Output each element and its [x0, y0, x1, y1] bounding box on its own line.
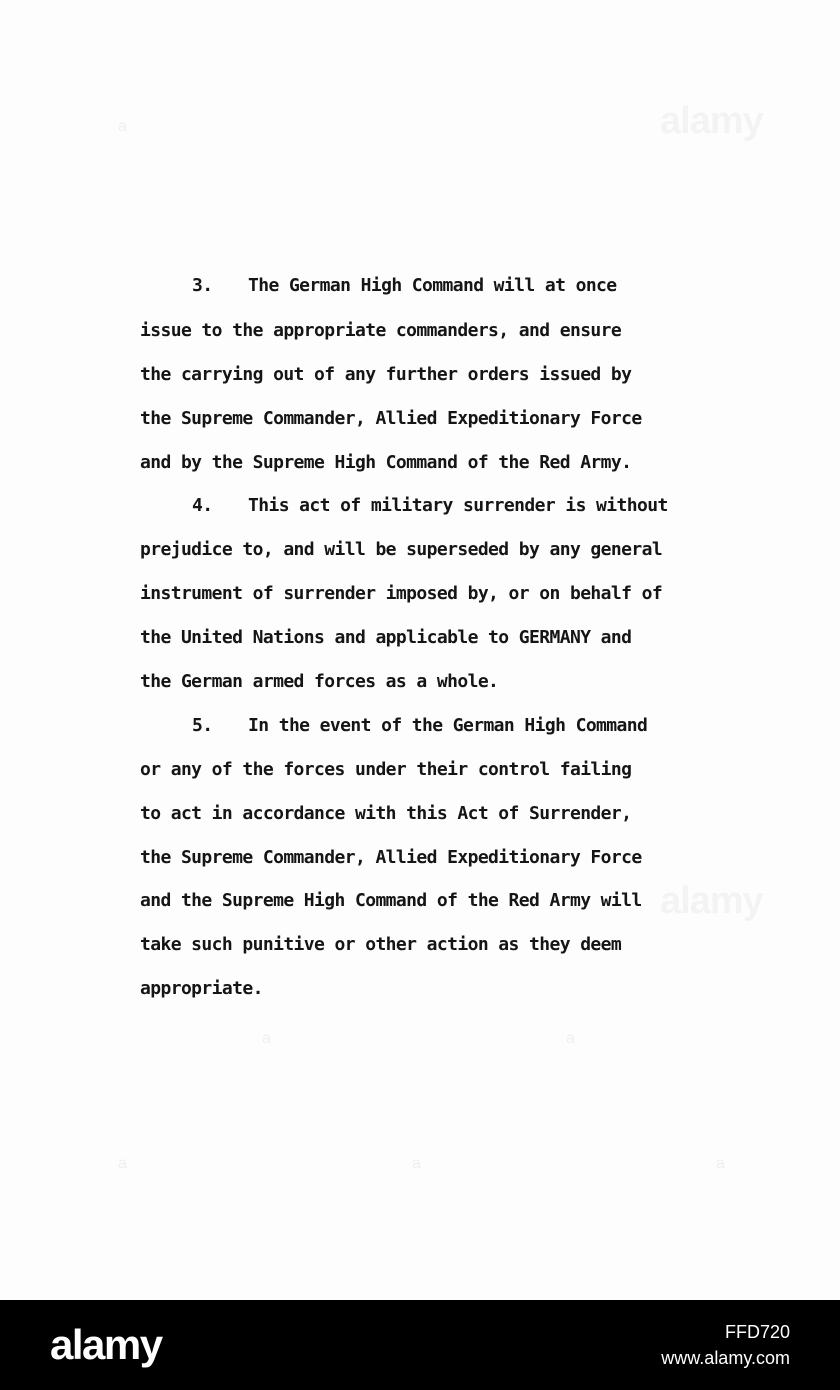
watermark-mark: a	[412, 1155, 421, 1172]
text-line: issue to the appropriate commanders, and ensure	[140, 320, 622, 341]
text-line: the Supreme Commander, Allied Expeditionary Force	[140, 847, 642, 868]
watermark-mark: a	[118, 1155, 127, 1172]
text-line: appropriate.	[140, 978, 263, 999]
watermark	[660, 880, 763, 923]
paragraph-first-line	[192, 711, 647, 741]
watermark-mark: a	[716, 1155, 725, 1172]
paragraph-first-line	[192, 271, 617, 301]
footer-url: www.alamy.com	[661, 1348, 790, 1368]
paragraph-number: 4.	[192, 495, 213, 516]
text-line: and the Supreme High Command of the Red Army will	[140, 890, 642, 911]
watermark	[660, 100, 763, 143]
paragraph-number: 5.	[192, 715, 213, 736]
watermark-mark: a	[262, 1030, 271, 1047]
text-line: take such punitive or other action as they deem	[140, 934, 622, 955]
text-line: prejudice to, and will be superseded by any general	[140, 539, 663, 560]
text-line: the Supreme Commander, Allied Expeditionary Force	[140, 408, 642, 429]
text-line: the carrying out of any further orders issued by	[140, 364, 632, 385]
watermark-mark: a	[566, 1030, 575, 1047]
paragraph-first-line	[192, 491, 668, 521]
watermark-mark: a	[118, 118, 127, 135]
text-line: and by the Supreme High Command of the Red Army.	[140, 452, 632, 473]
text-line: the German armed forces as a whole.	[140, 671, 499, 692]
alamy-logo: alamy	[50, 1321, 162, 1368]
text-line: The German High Command will at once	[248, 275, 617, 296]
stock-footer-bar	[0, 1300, 840, 1390]
text-line: to act in accordance with this Act of Surrender,	[140, 803, 632, 824]
paragraph-number: 3.	[192, 275, 213, 296]
text-line: the United Nations and applicable to GERMANY and	[140, 627, 632, 648]
text-line: instrument of surrender imposed by, or on behalf of	[140, 583, 663, 604]
text-line: or any of the forces under their control failing	[140, 759, 632, 780]
text-line: This act of military surrender is without	[248, 495, 668, 516]
text-line: In the event of the German High Command	[248, 715, 648, 736]
image-id: FFD720	[724, 1322, 790, 1342]
